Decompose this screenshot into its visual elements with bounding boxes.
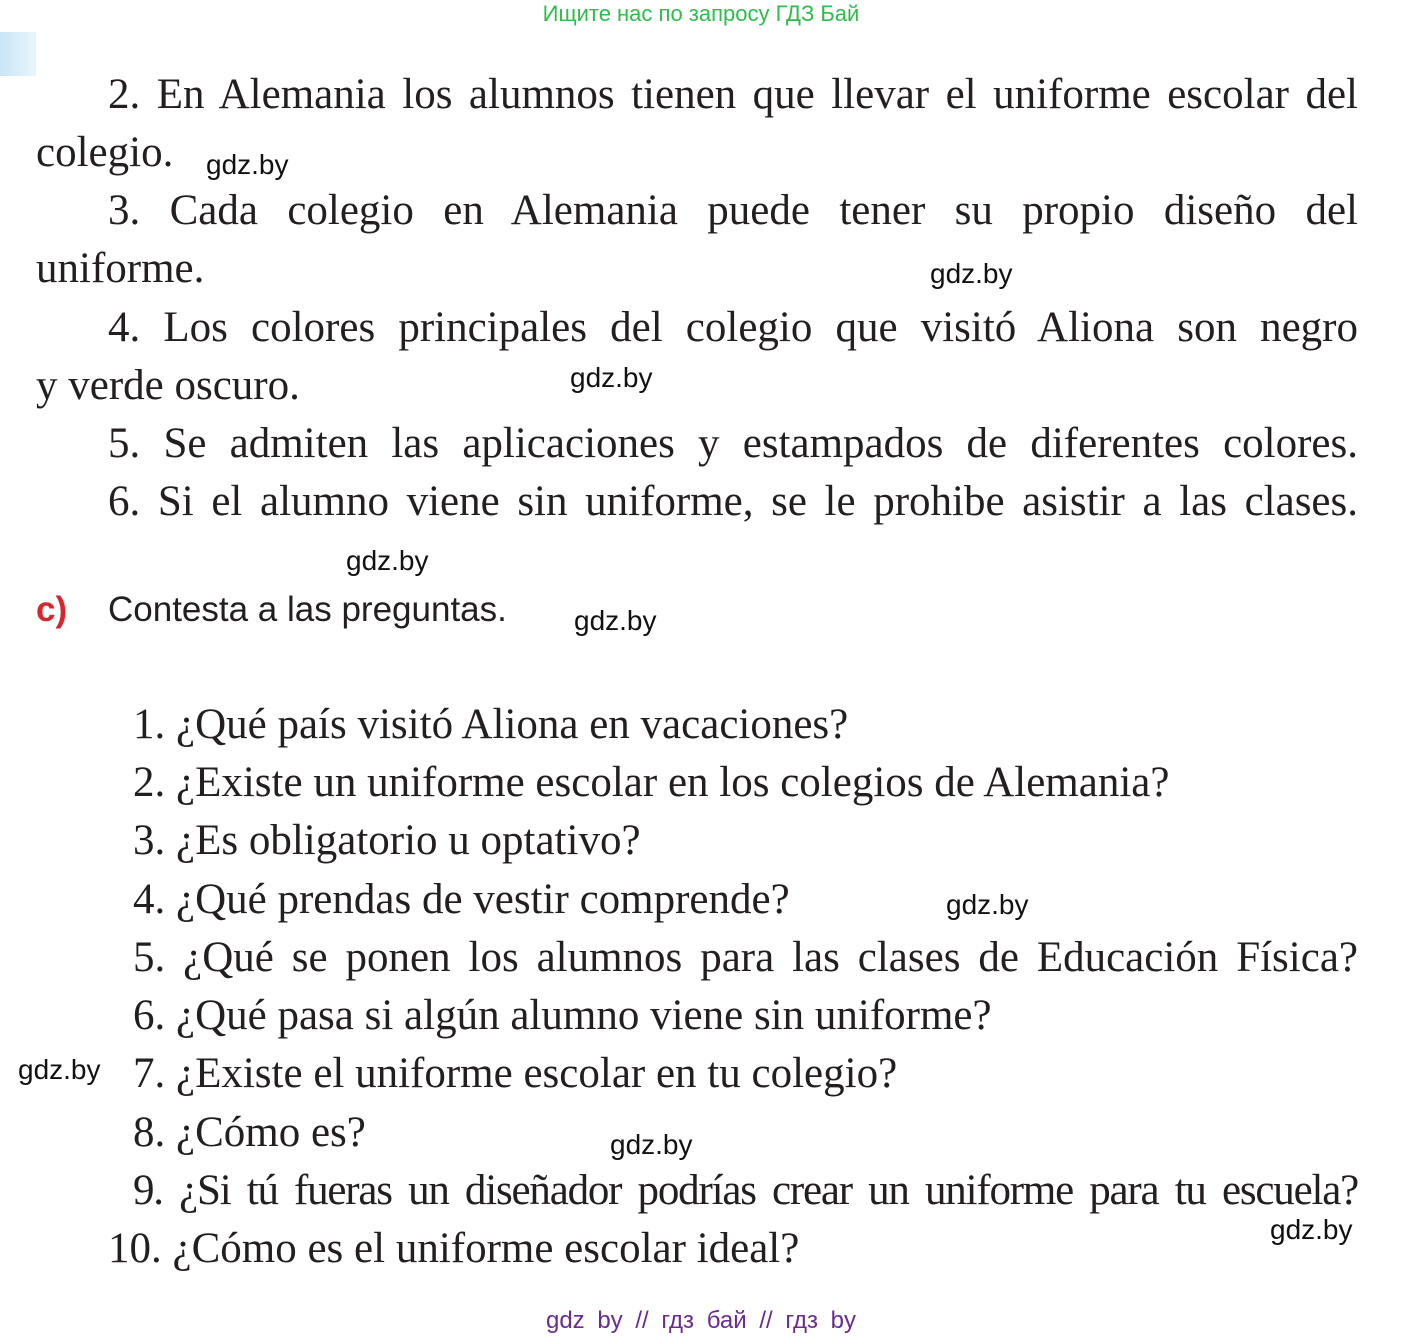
question-6: 6. ¿Qué pasa si algún alumno viene sin uniforme? [133,992,992,1039]
statement-4-line-1: 4. Los colores principales del colegio que visitó Aliona son negro [108,304,1358,351]
watermark: gdz.by [610,1129,693,1160]
statement-3-line-1: 3. Cada colegio en Alemania puede tener su propio diseño del [108,187,1358,234]
question-7: 7. ¿Existe el uniforme escolar en tu colegio? [133,1050,898,1097]
question-4: 4. ¿Qué prendas de vestir comprende? [133,876,790,923]
question-5: 5. ¿Qué se ponen los alumnos para las clases de Educación Física? [133,934,1358,981]
watermark: gdz.by [570,362,653,393]
corner-tab [0,32,36,76]
watermark: gdz.by [574,605,657,636]
section-instruction: Contesta a las preguntas. [108,590,507,629]
question-10: 10. ¿Cómo es el uniforme escolar ideal? [108,1225,800,1272]
section-c-heading [36,590,507,630]
statement-4-line-2: y verde oscuro. [36,362,300,409]
watermark: gdz.by [930,258,1013,289]
question-2: 2. ¿Existe un uniforme escolar en los colegios de Alemania? [133,759,1170,806]
statement-3-line-2: uniforme. [36,245,205,292]
watermark: gdz.by [346,545,429,576]
question-3: 3. ¿Es obligatorio u optativo? [133,817,641,864]
statement-2-line-1: 2. En Alemania los alumnos tienen que llevar el uniforme escolar del [108,71,1358,118]
statement-5: 5. Se admiten las aplicaciones y estampados de diferentes colores. [108,420,1358,467]
question-8: 8. ¿Cómo es? [133,1109,366,1156]
question-9: 9. ¿Si tú fueras un diseñador podrías crear un uniforme para tu escuela? [133,1167,1358,1214]
section-letter: c) [36,590,68,629]
statement-2-line-2: colegio. [36,129,174,176]
top-banner[interactable]: Ищите нас по запросу ГДЗ Бай [542,1,860,26]
watermark: gdz.by [18,1054,101,1085]
question-1: 1. ¿Qué país visitó Aliona en vacaciones? [133,701,849,748]
statement-6: 6. Si el alumno viene sin uniforme, se le prohibe asistir a las clases. [108,478,1358,525]
watermark: gdz.by [1270,1214,1353,1245]
watermark: gdz.by [206,149,289,180]
watermark: gdz.by [946,889,1029,920]
footer-links[interactable]: gdz by // гдз бай // гдз by [545,1307,857,1334]
